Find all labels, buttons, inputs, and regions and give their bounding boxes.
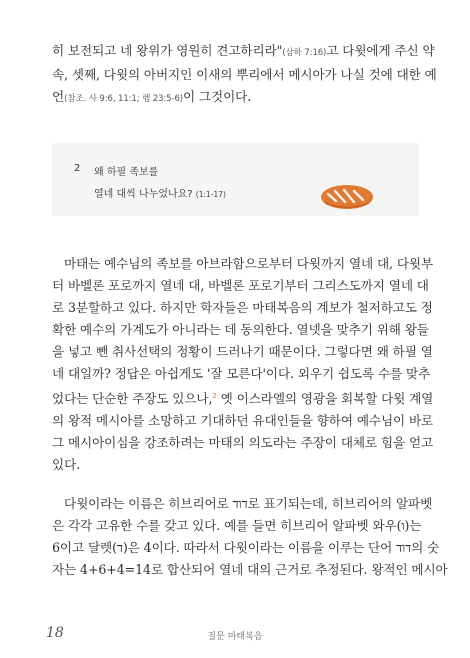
page-number: 18 <box>46 625 64 641</box>
text-line: 을 넣고 뺀 취사선택의 정황이 드러나기 때문이다. 그렇다면 왜 하필 열 <box>52 344 433 359</box>
footnote-marker[interactable]: 2 <box>212 392 217 400</box>
text-line: 의 왕적 메시아를 소망하고 기대하던 유대인들을 향하여 예수님이 바로 <box>52 413 434 429</box>
question-title-line1: 왜 하필 족보를 <box>94 167 159 178</box>
text-line: 히 보전되고 네 왕위가 영원히 견고하리라"(삼하 7:16)고 다윗에게 주신 약 <box>52 43 435 58</box>
paragraph-genealogy <box>52 253 434 476</box>
text-line: 6이고 달렛(ד)은 4이다. 따라서 다윗이라는 이름을 이루는 단어 דוד의 숫 <box>52 540 440 555</box>
question-number: 2 <box>74 163 81 174</box>
question-reference: (1:1-17) <box>195 190 226 199</box>
text-line: 었다는 단순한 주장도 있으나,$^2$ 옛 이스라엘의 영광을 회복할 다윗 계열 <box>52 391 434 407</box>
text-line: 마태는 예수님의 족보를 아브라함으로부터 다윗까지 열네 대, 다윗부 <box>64 256 434 271</box>
text-line: 있다. <box>52 457 81 473</box>
text-line: 다윗이라는 이름은 히브리어로 דוד로 표기되는데, 히브리어의 알파벳 <box>64 496 433 511</box>
text-line: 네 대일까? 정답은 아쉽게도 '잘 모른다'이다. 외우기 쉽도록 수를 맞추 <box>52 366 431 381</box>
text-line: 로 3분할하고 있다. 하지만 학자들은 마태복음의 계보가 철저하고도 정 <box>52 300 433 315</box>
text-line: 은 각각 고유한 수를 갖고 있다. 예를 들면 히브리어 알파벳 와우(ו)는 <box>52 518 422 533</box>
bread-loaves-icon <box>320 181 374 211</box>
scripture-reference: (참조. 사 9:6, 11:1; 렘 23:5-6) <box>64 94 183 104</box>
scripture-reference: (삼하 7:16) <box>282 48 327 58</box>
text-line: 자는 4+6+4=14로 합산되어 열네 대의 근거로 추정된다. 왕적인 메시아 <box>52 562 448 577</box>
paragraph-david-number <box>52 493 448 581</box>
paragraph-intro-continuation <box>52 40 437 110</box>
text-line: 언(참조. 사 9:6, 11:1; 렘 23:5-6)이 그것이다. <box>52 89 252 104</box>
text-line: 그 메시아이심을 강조하려는 마태의 의도라는 주장이 대체로 힘을 얻고 <box>52 435 434 451</box>
question-box <box>52 143 419 216</box>
text-line: 확한 예수의 가계도가 아니라는 데 동의한다. 열넷을 맞추기 위해 왕들 <box>52 322 429 337</box>
running-footer-title: 질문 마태복음 <box>207 632 263 642</box>
question-title-line2: 열네 대씩 나누었나요? (1:1-17) <box>94 189 226 200</box>
text-line: 속, 셋째, 다윗의 아버지인 이새의 뿌리에서 메시아가 나실 것에 대한 예 <box>52 67 437 82</box>
text-line: 터 바벨론 포로까지 열네 대, 바벨론 포로기부터 그리스도까지 열네 대 <box>52 278 429 293</box>
